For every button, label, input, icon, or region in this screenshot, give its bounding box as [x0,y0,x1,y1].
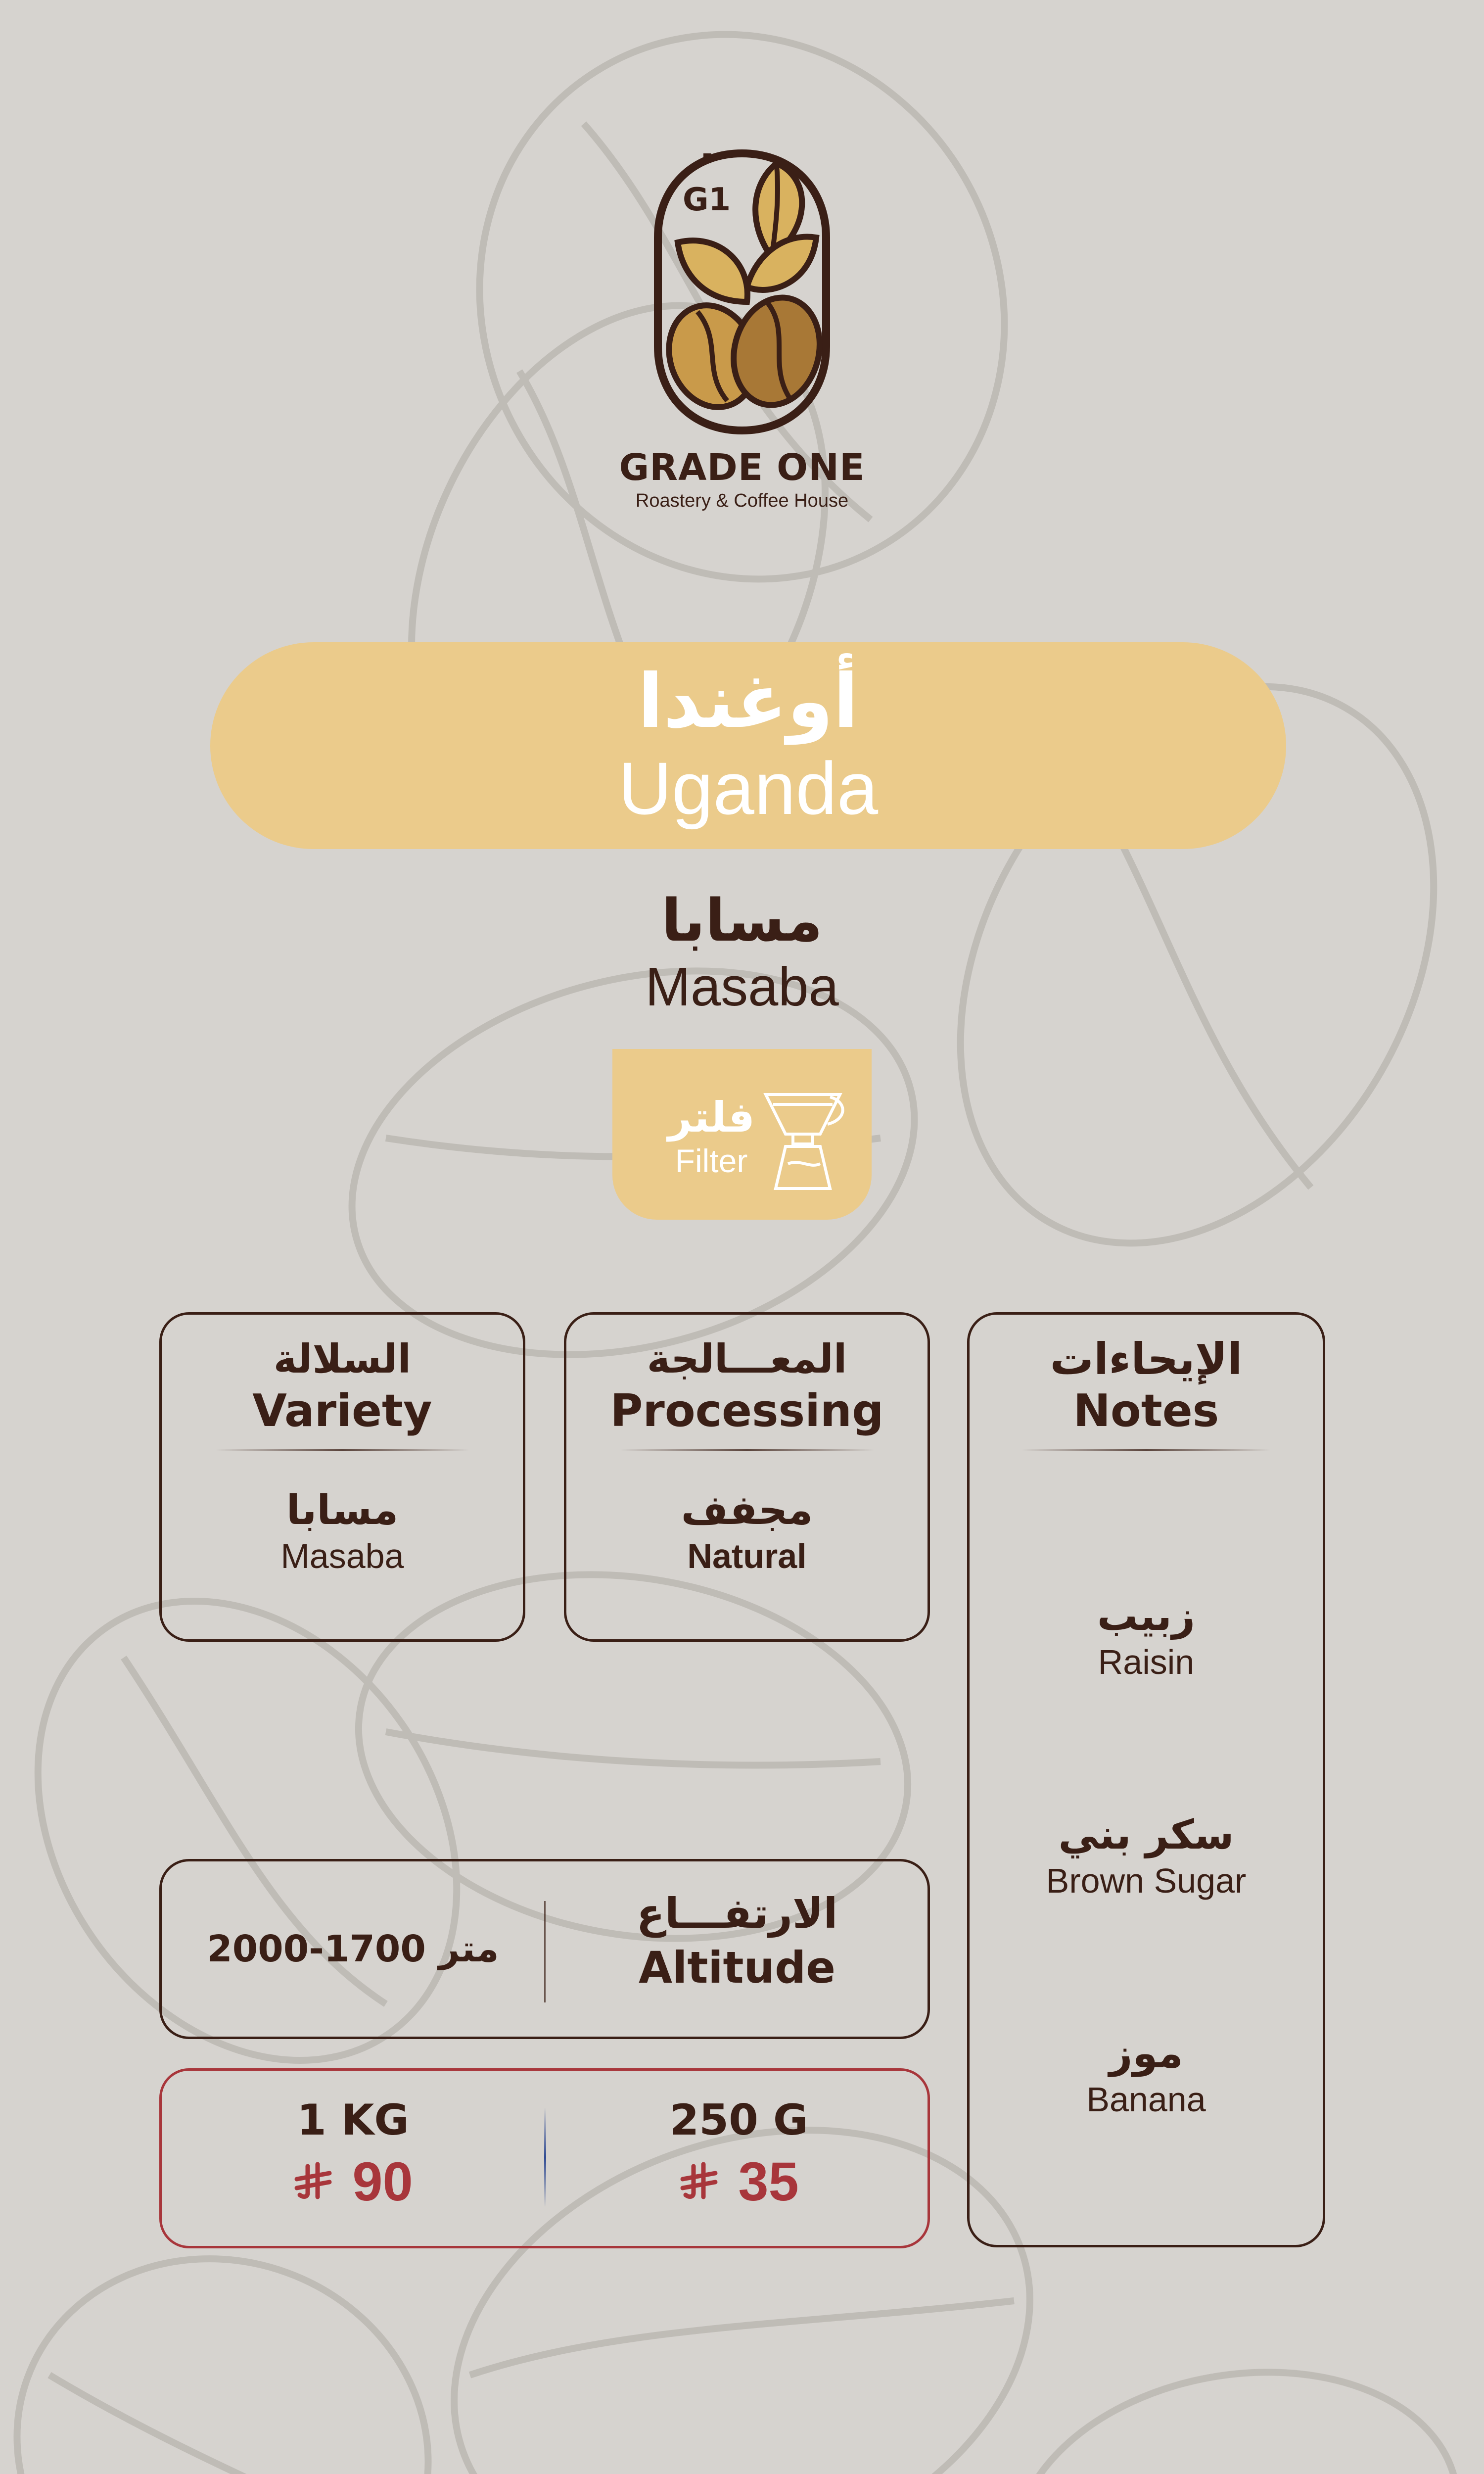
logo-text: G1 [683,182,731,218]
note-en: Raisin [1098,1643,1195,1681]
price-value-250g: 35 [738,2151,799,2212]
grade-one-logo-icon [648,143,836,440]
altitude-label [547,1886,928,1995]
country-name-en: Uganda [618,747,879,830]
price-row-250g [548,2152,930,2212]
processing-value-ar: مجفف [681,1487,813,1534]
note-ar: موز [1109,2030,1183,2077]
altitude-value: 2000-1700 متر [207,1928,499,1970]
notes-list [970,1592,1323,2248]
processing-label [566,1334,928,1438]
notes-card [967,1312,1325,2247]
riyal-icon [679,2162,718,2202]
variety-label [162,1334,523,1438]
brew-method-ar: فلتر [668,1093,755,1142]
price-250g [548,2093,930,2212]
brew-method-text [652,1094,771,1181]
notes-divider [1022,1449,1270,1451]
price-size-1kg: 1 KG [296,2095,409,2145]
variety-divider [216,1449,469,1451]
note-ar: سكر بني [1058,1811,1234,1858]
notes-label [970,1334,1323,1438]
country-banner [210,642,1286,849]
variety-heading-en: Masaba [645,956,839,1017]
variety-value-ar: مسابا [286,1487,399,1534]
variety-label-ar: السلالة [273,1336,412,1382]
variety-label-en: Variety [252,1385,432,1437]
altitude-separator [544,1901,546,2002]
notes-label-en: Notes [1073,1385,1219,1437]
variety-card [159,1312,525,1642]
brand-block [544,445,940,512]
brand-tagline: Roastery & Coffee House [635,490,849,511]
brew-method-badge [612,1049,872,1220]
variety-value [162,1486,523,1577]
note-item-raisin [970,1592,1323,1810]
processing-value [566,1486,928,1577]
processing-label-en: Processing [610,1385,884,1437]
processing-divider [621,1449,874,1451]
brew-method-en: Filter [675,1142,748,1179]
processing-value-en: Natural [687,1537,807,1575]
processing-label-ar: المعـــالجة [647,1336,847,1382]
variety-heading-ar: مسابا [661,886,823,954]
note-en: Brown Sugar [1046,1861,1247,1900]
note-en: Banana [1086,2080,1206,2119]
country-name-ar: أوغندا [638,659,859,745]
price-size-250g: 250 G [669,2095,808,2145]
variety-heading [544,886,940,1019]
price-separator [544,2108,546,2207]
processing-card [564,1312,930,1642]
prices-card [159,2068,930,2248]
notes-label-ar: الإيحاءات [1050,1333,1243,1384]
price-value-1kg: 90 [352,2151,413,2212]
altitude-label-en: Altitude [639,1942,835,1993]
brand-name: GRADE ONE [619,446,865,489]
price-1kg [162,2093,544,2212]
variety-value-en: Masaba [280,1537,404,1575]
note-item-banana [970,2029,1323,2248]
altitude-label-ar: الارتفـــاع [636,1889,838,1938]
altitude-card [159,1859,930,2039]
riyal-icon [293,2162,332,2202]
pour-over-icon [756,1085,850,1196]
price-row-1kg [162,2152,544,2212]
note-ar: زبيب [1097,1593,1196,1640]
note-item-brown-sugar [970,1810,1323,2029]
